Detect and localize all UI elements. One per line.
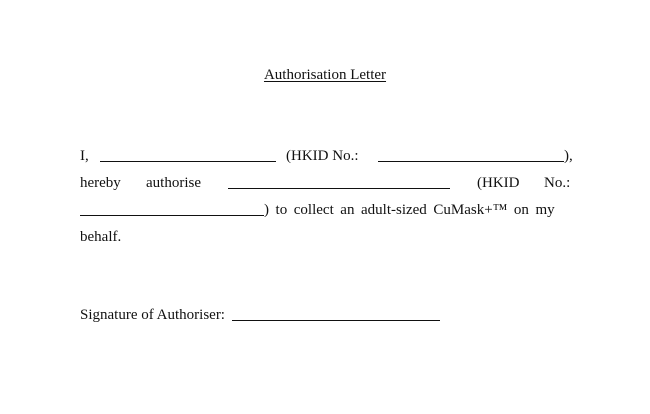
authoriser-hkid-blank[interactable]: [378, 161, 564, 162]
signature-label: Signature of Authoriser:: [80, 307, 225, 323]
authoriser-name-blank[interactable]: [100, 161, 276, 162]
signature-blank[interactable]: [232, 320, 440, 321]
authorise-text: authorise: [146, 175, 201, 191]
document-title-text: Authorisation Letter: [263, 67, 387, 83]
collect-mask-text: ) to collect an adult-sized CuMask+™ on my: [264, 202, 555, 218]
line1-close-text: ),: [564, 148, 573, 164]
hkid-label-1: (HKID No.:: [286, 148, 359, 164]
hereby-text: hereby: [80, 175, 121, 191]
no-label-2: No.:: [544, 175, 571, 191]
hkid-label-2: (HKID: [477, 175, 520, 191]
pronoun-text: I,: [80, 148, 89, 164]
document-title: [0, 65, 650, 85]
authorised-person-hkid-blank[interactable]: [80, 215, 264, 216]
behalf-text: behalf.: [80, 229, 122, 245]
authorised-person-name-blank[interactable]: [228, 188, 450, 189]
